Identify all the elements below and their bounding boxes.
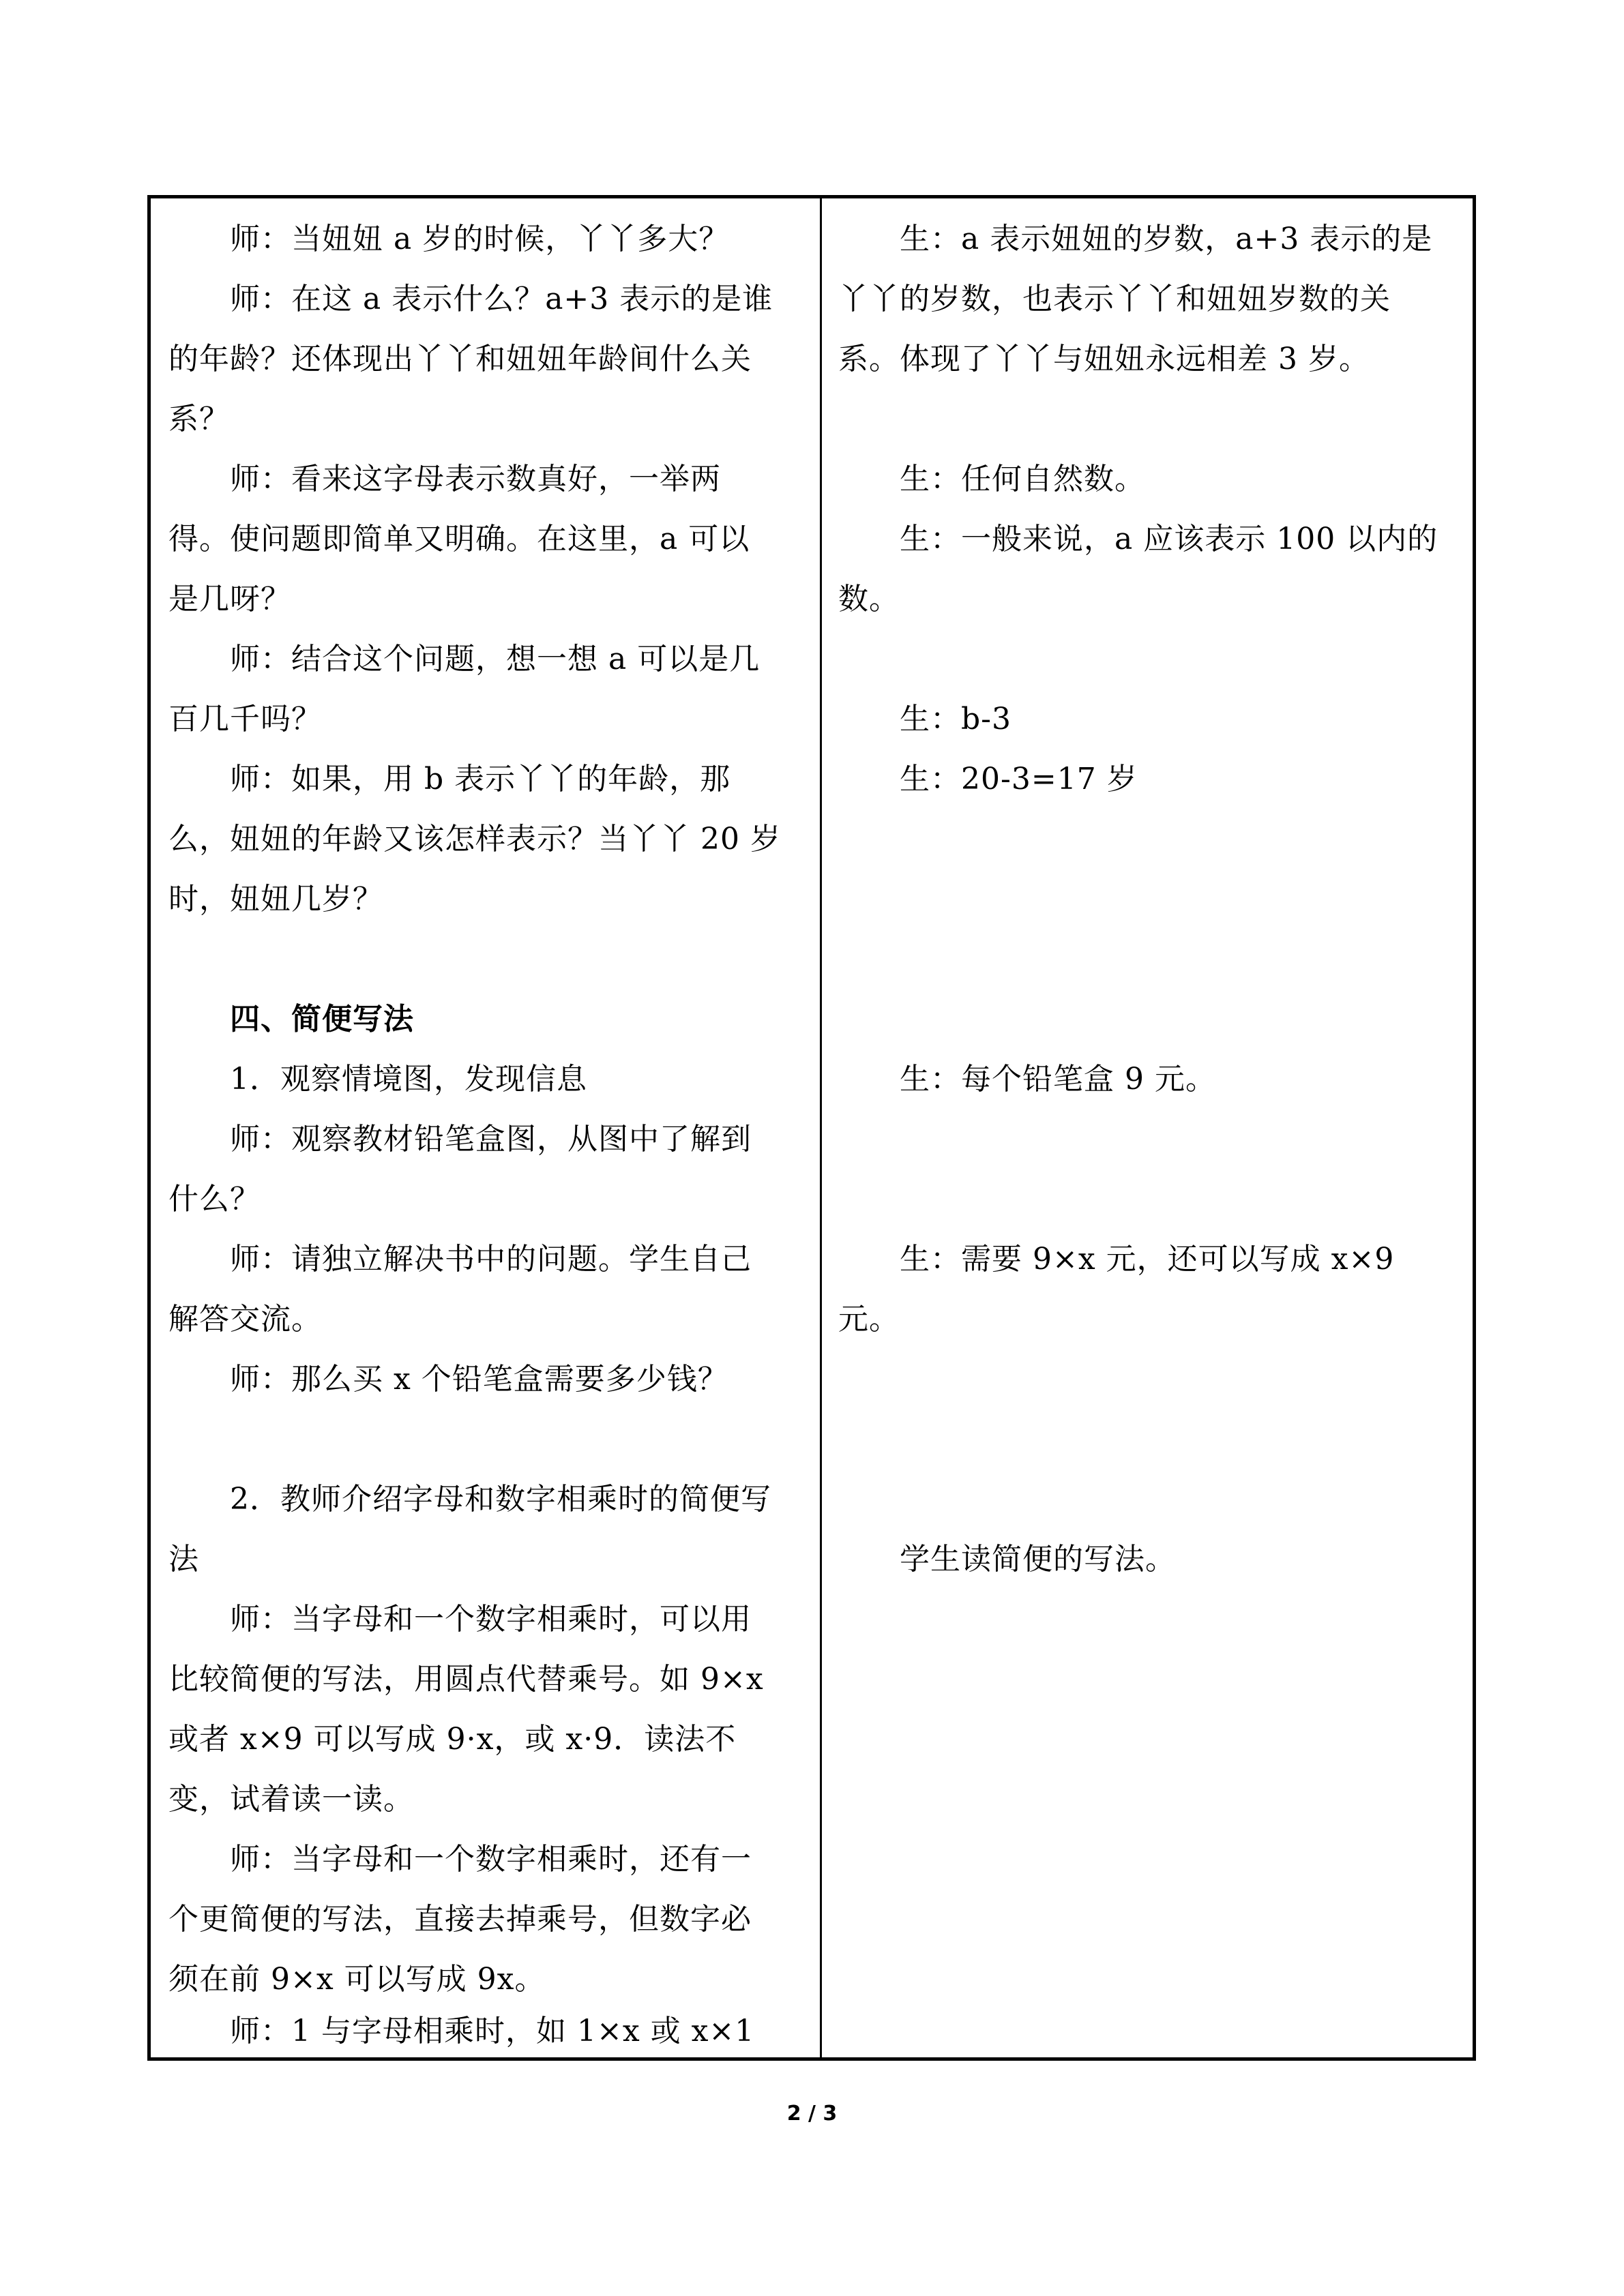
teacher-line: 1．观察情境图，发现信息 — [168, 1062, 587, 1097]
student-line: 生：20-3=17 岁 — [838, 762, 1138, 796]
teacher-column — [168, 198, 810, 2057]
teacher-line: 解答交流。 — [168, 1302, 322, 1337]
teacher-line: 师：结合这个问题，想一想 a 可以是几 — [168, 642, 761, 676]
teacher-line: 2．教师介绍字母和数字相乘时的简便写 — [168, 1482, 771, 1517]
teacher-line: 得。使问题即简单又明确。在这里，a 可以 — [168, 522, 750, 556]
teacher-line: 个更简便的写法，直接去掉乘号，但数字必 — [168, 1902, 752, 1937]
teacher-line: 师：看来这字母表示数真好，一举两 — [168, 462, 721, 496]
student-line: 丫丫的岁数，也表示丫丫和妞妞岁数的关 — [838, 282, 1391, 316]
teacher-line: 什么？ — [168, 1182, 261, 1217]
teacher-line: 须在前 9×x 可以写成 9x。 — [168, 1962, 546, 1997]
student-line: 生：每个铅笔盒 9 元。 — [838, 1062, 1216, 1097]
section-heading: 四、简便写法 — [168, 1002, 414, 1037]
teacher-line: 师：如果，用 b 表示丫丫的年龄，那 — [168, 762, 731, 796]
student-line: 生：b-3 — [838, 702, 1012, 736]
teacher-line: 百几千吗？ — [168, 702, 322, 736]
teacher-line: 时，妞妞几岁？ — [168, 882, 383, 916]
student-line: 学生读简便的写法。 — [838, 1542, 1176, 1577]
student-column — [838, 198, 1466, 2057]
teacher-line: 比较简便的写法，用圆点代替乘号。如 9×x — [168, 1662, 764, 1697]
student-line: 生：任何自然数。 — [838, 462, 1145, 496]
teacher-line: 是几呀？ — [168, 582, 291, 616]
teacher-line: 的年龄？还体现出丫丫和妞妞年龄间什么关 — [168, 342, 752, 376]
teacher-line: 或者 x×9 可以写成 9·x，或 x·9．读法不 — [168, 1722, 737, 1757]
student-line: 生：a 表示妞妞的岁数，a+3 表示的是 — [838, 222, 1433, 256]
teacher-line: 师：观察教材铅笔盒图，从图中了解到 — [168, 1122, 752, 1157]
teacher-line: 么，妞妞的年龄又该怎样表示？当丫丫 20 岁 — [168, 822, 781, 856]
teacher-line: 师：当妞妞 a 岁的时候，丫丫多大？ — [168, 222, 730, 256]
teacher-line: 师：当字母和一个数字相乘时，还有一 — [168, 1842, 752, 1877]
teacher-line: 师：1 与字母相乘时，如 1×x 或 x×1 — [168, 2014, 755, 2048]
student-line: 系。体现了丫丫与妞妞永远相差 3 岁。 — [838, 342, 1370, 376]
teacher-line: 法 — [168, 1542, 199, 1577]
student-line: 元。 — [838, 1302, 900, 1337]
student-line: 数。 — [838, 582, 900, 616]
student-line: 生：一般来说，a 应该表示 100 以内的 — [838, 522, 1438, 556]
lesson-table — [147, 195, 1476, 2061]
teacher-line: 变，试着读一读。 — [168, 1782, 414, 1817]
teacher-line: 师：当字母和一个数字相乘时，可以用 — [168, 1602, 752, 1637]
student-line: 生：需要 9×x 元，还可以写成 x×9 — [838, 1242, 1395, 1277]
teacher-line: 师：请独立解决书中的问题。学生自己 — [168, 1242, 752, 1277]
column-divider — [820, 198, 822, 2057]
teacher-line: 师：在这 a 表示什么？a+3 表示的是谁 — [168, 282, 773, 316]
page-number: 2 / 3 — [786, 2102, 838, 2126]
teacher-line: 系？ — [168, 402, 230, 436]
teacher-line: 师：那么买 x 个铅笔盒需要多少钱？ — [168, 1362, 728, 1397]
